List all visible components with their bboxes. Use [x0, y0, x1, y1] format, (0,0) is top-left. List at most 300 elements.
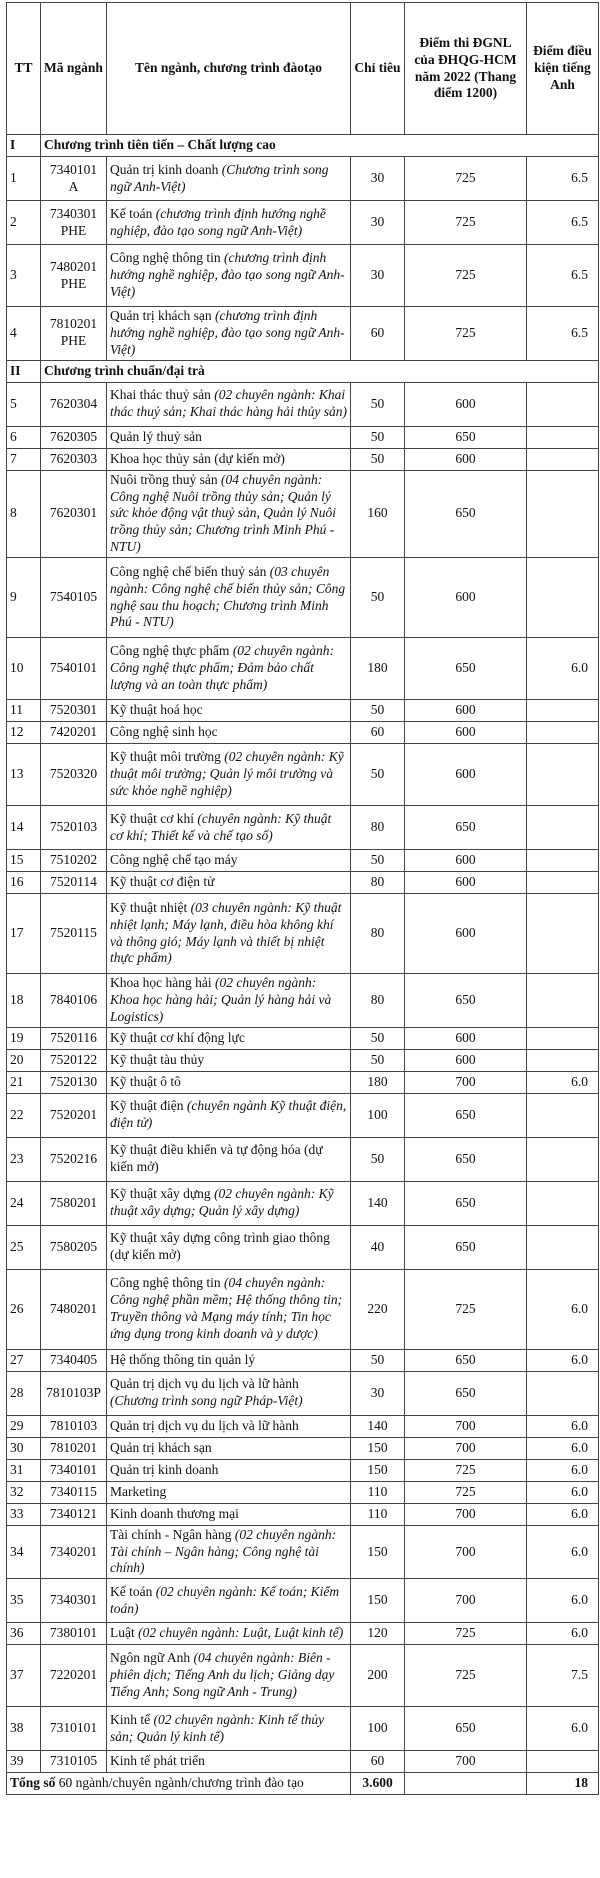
row-number: 4: [7, 307, 41, 361]
program-title: Luật: [110, 1625, 135, 1641]
program-title: Kinh tế phát triển: [110, 1753, 205, 1769]
english-requirement: [527, 1225, 599, 1269]
english-requirement: [527, 382, 599, 426]
score-value: 725: [405, 307, 527, 361]
row-number: 39: [7, 1751, 41, 1773]
english-requirement: [527, 894, 599, 974]
program-note: (02 chuyên ngành: Khoa học hàng hải; Quản lý hàng hải và Logistics): [110, 975, 332, 1024]
table-row: [7, 470, 599, 557]
total-quota: 3.600: [351, 1773, 405, 1795]
program-code: 7340201: [41, 1525, 107, 1579]
program-title: Kỹ thuật cơ khí động lực: [110, 1029, 245, 1045]
program-code: 7340121: [41, 1503, 107, 1525]
section-number: II: [7, 360, 41, 382]
program-code: 7520320: [41, 744, 107, 806]
program-note: (Chương trình song ngữ Pháp-Việt): [110, 1393, 303, 1409]
program-code: 7340101: [41, 1459, 107, 1481]
english-requirement: [527, 1181, 599, 1225]
english-requirement: 6.5: [527, 157, 599, 201]
program-name: [107, 1071, 351, 1093]
program-title: Quản trị dịch vụ du lịch và lữ hành: [110, 1417, 299, 1433]
program-title: Kỹ thuật xây dựng công trình giao thông (dự kiến mở): [110, 1230, 330, 1263]
quota-value: 30: [351, 245, 405, 307]
program-code: 7520115: [41, 894, 107, 974]
quota-value: 100: [351, 1093, 405, 1137]
english-requirement: 6.0: [527, 1503, 599, 1525]
program-code: 7810201: [41, 1437, 107, 1459]
english-requirement: [527, 700, 599, 722]
program-note: (02 chuyên ngành: Luật, Luật kinh tế): [134, 1625, 344, 1641]
quota-value: 60: [351, 307, 405, 361]
program-name: [107, 1181, 351, 1225]
quota-value: 60: [351, 1751, 405, 1773]
program-code: 7520114: [41, 872, 107, 894]
table-row: [7, 1481, 599, 1503]
program-name: [107, 974, 351, 1028]
quota-value: 30: [351, 1371, 405, 1415]
score-value: 725: [405, 1645, 527, 1707]
program-title: Kỹ thuật điều khiển và tự động hóa (dự kiến mở): [110, 1142, 323, 1175]
table-row: [7, 448, 599, 470]
quota-value: 140: [351, 1181, 405, 1225]
program-name: [107, 806, 351, 850]
program-title: Kỹ thuật cơ điện tử: [110, 874, 215, 890]
table-row: [7, 850, 599, 872]
program-code: 7520201: [41, 1093, 107, 1137]
table-row: [7, 744, 599, 806]
table-row: [7, 1623, 599, 1645]
program-code: 7340301 PHE: [41, 201, 107, 245]
english-requirement: [527, 1093, 599, 1137]
quota-value: 110: [351, 1481, 405, 1503]
english-requirement: [527, 744, 599, 806]
score-value: 650: [405, 1349, 527, 1371]
table-row: [7, 1525, 599, 1579]
table-row: [7, 1181, 599, 1225]
score-value: 700: [405, 1503, 527, 1525]
english-requirement: 6.0: [527, 1437, 599, 1459]
table-row: [7, 974, 599, 1028]
program-code: 7480201: [41, 1269, 107, 1349]
program-title: Công nghệ thông tin: [110, 1275, 221, 1291]
program-note: (02 chuyên ngành: Khai thác thuỷ sản; Khai thác hàng hải thủy sản): [110, 387, 347, 420]
table-row: [7, 806, 599, 850]
program-title: Quản trị khách sạn: [110, 308, 212, 323]
quota-value: 150: [351, 1437, 405, 1459]
english-requirement: 6.0: [527, 1707, 599, 1751]
program-note: (chuyên ngành Kỹ thuật điện, điện tử): [110, 1098, 347, 1131]
row-number: 37: [7, 1645, 41, 1707]
quota-value: 150: [351, 1459, 405, 1481]
program-name: [107, 1093, 351, 1137]
total-label-rest: 60 ngành/chuyên ngành/chương trình đào tạo: [55, 1775, 304, 1791]
row-number: 12: [7, 722, 41, 744]
header-score: Điểm thi ĐGNL của ĐHQG-HCM năm 2022 (Thang điểm 1200): [405, 3, 527, 135]
program-code: 7520130: [41, 1071, 107, 1093]
program-code: 7810201 PHE: [41, 307, 107, 361]
program-code: 7340405: [41, 1349, 107, 1371]
program-title: Kinh tế: [110, 1711, 151, 1727]
table-row: [7, 1579, 599, 1623]
total-english: 18: [527, 1773, 599, 1795]
program-code: 7620301: [41, 470, 107, 557]
table-row: [7, 1503, 599, 1525]
row-number: 33: [7, 1503, 41, 1525]
row-number: 36: [7, 1623, 41, 1645]
program-name: [107, 744, 351, 806]
program-title: Công nghệ thực phẩm: [110, 643, 230, 659]
program-title: Quản trị dịch vụ du lịch và lữ hành: [110, 1376, 299, 1392]
program-code: 7520122: [41, 1049, 107, 1071]
total-label-bold: Tổng số: [10, 1775, 56, 1791]
program-title: Nuôi trồng thuỷ sản: [110, 471, 218, 487]
program-name: [107, 1579, 351, 1623]
program-name: [107, 722, 351, 744]
program-code: 7810103: [41, 1415, 107, 1437]
row-number: 15: [7, 850, 41, 872]
section-row: [7, 135, 599, 157]
table-row: [7, 1371, 599, 1415]
program-code: 7620305: [41, 426, 107, 448]
program-note: (03 chuyên ngành: Công nghệ chế biến thủy sản; Công nghệ sau thu hoạch; Chương trình Minh Phú - NTU): [110, 563, 346, 630]
english-requirement: 6.0: [527, 1525, 599, 1579]
program-name: [107, 1415, 351, 1437]
table-row: [7, 1645, 599, 1707]
english-requirement: [527, 448, 599, 470]
program-name: [107, 157, 351, 201]
english-requirement: [527, 1027, 599, 1049]
quota-value: 50: [351, 744, 405, 806]
english-requirement: 6.0: [527, 1349, 599, 1371]
program-name: [107, 201, 351, 245]
quota-value: 80: [351, 974, 405, 1028]
program-code: 7340101 A: [41, 157, 107, 201]
program-code: 7620303: [41, 448, 107, 470]
quota-value: 50: [351, 448, 405, 470]
table-row: [7, 201, 599, 245]
row-number: 23: [7, 1137, 41, 1181]
table-row: [7, 307, 599, 361]
program-note: (02 chuyên ngành: Kinh tế thủy sản; Quản lý kinh tế): [110, 1711, 325, 1744]
program-name: [107, 1027, 351, 1049]
table-row: [7, 872, 599, 894]
quota-value: 80: [351, 872, 405, 894]
program-name: [107, 1049, 351, 1071]
program-note: (02 chuyên ngành: Kỹ thuật môi trường; Quản lý môi trường và sức khỏe nghề nghiệp): [110, 749, 344, 798]
section-title: Chương trình tiên tiến – Chất lượng cao: [41, 135, 599, 157]
program-title: Kế toán: [110, 1583, 153, 1599]
score-value: 700: [405, 1525, 527, 1579]
row-number: 29: [7, 1415, 41, 1437]
program-title: Kinh doanh thương mại: [110, 1505, 239, 1521]
english-requirement: 6.5: [527, 245, 599, 307]
program-title: Khoa học hàng hải: [110, 975, 212, 990]
score-value: 600: [405, 1049, 527, 1071]
table-row: [7, 1137, 599, 1181]
quota-value: 160: [351, 470, 405, 557]
program-name: [107, 1349, 351, 1371]
row-number: 2: [7, 201, 41, 245]
table-row: [7, 558, 599, 638]
program-code: 7810103P: [41, 1371, 107, 1415]
score-value: 700: [405, 1071, 527, 1093]
row-number: 17: [7, 894, 41, 974]
program-title: Hệ thống thông tin quản lý: [110, 1351, 256, 1367]
row-number: 25: [7, 1225, 41, 1269]
program-title: Quản trị kinh doanh: [110, 1461, 219, 1477]
total-label: [7, 1773, 351, 1795]
score-value: 600: [405, 894, 527, 974]
table-row: [7, 700, 599, 722]
row-number: 3: [7, 245, 41, 307]
row-number: 10: [7, 638, 41, 700]
score-value: 725: [405, 1623, 527, 1645]
row-number: 28: [7, 1371, 41, 1415]
english-requirement: 6.0: [527, 1459, 599, 1481]
table-row: [7, 426, 599, 448]
row-number: 32: [7, 1481, 41, 1503]
english-requirement: [527, 974, 599, 1028]
quota-value: 140: [351, 1415, 405, 1437]
program-note: (04 chuyên ngành: Biên - phiên dịch; Tiếng Anh du lịch; Giảng dạy Tiếng Anh; Song ngữ Anh - Trung): [110, 1650, 335, 1700]
program-name: [107, 1707, 351, 1751]
english-requirement: [527, 1751, 599, 1773]
program-note: (04 chuyên ngành: Công nghệ Nuôi trồng thủy sản; Quản lý sức khỏe động vật thuỷ sản, Quản lý Nuôi trồng thủy sản; Chương trình Minh Phú - NTU): [110, 471, 336, 555]
quota-value: 180: [351, 638, 405, 700]
row-number: 21: [7, 1071, 41, 1093]
english-requirement: 6.0: [527, 1071, 599, 1093]
quota-value: 40: [351, 1225, 405, 1269]
row-number: 31: [7, 1459, 41, 1481]
program-title: Tài chính - Ngân hàng: [110, 1526, 232, 1542]
row-number: 27: [7, 1349, 41, 1371]
row-number: 18: [7, 974, 41, 1028]
program-note: (chương trình định hướng nghề nghiệp, đào tạo song ngữ Anh-Việt): [110, 205, 326, 238]
program-name: [107, 700, 351, 722]
program-title: Khai thác thuỷ sản: [110, 387, 211, 403]
table-row: [7, 1751, 599, 1773]
program-note: (chương trình định hướng nghề nghiệp, đào tạo song ngữ Anh-Việt): [110, 250, 345, 299]
header-code: Mã ngành: [41, 3, 107, 135]
program-name: [107, 638, 351, 700]
total-score-empty: [405, 1773, 527, 1795]
table-body: [7, 135, 599, 1795]
score-value: 600: [405, 850, 527, 872]
table-row: [7, 1027, 599, 1049]
quota-value: 50: [351, 700, 405, 722]
score-value: 650: [405, 470, 527, 557]
total-row: [7, 1773, 599, 1795]
program-code: 7620304: [41, 382, 107, 426]
row-number: 34: [7, 1525, 41, 1579]
header-quota: Chỉ tiêu: [351, 3, 405, 135]
table-row: [7, 1437, 599, 1459]
score-value: 650: [405, 1093, 527, 1137]
row-number: 35: [7, 1579, 41, 1623]
program-code: 7480201 PHE: [41, 245, 107, 307]
english-requirement: [527, 722, 599, 744]
english-requirement: 6.0: [527, 1623, 599, 1645]
english-requirement: [527, 1137, 599, 1181]
english-requirement: 6.5: [527, 307, 599, 361]
program-code: 7510202: [41, 850, 107, 872]
english-requirement: 6.0: [527, 1415, 599, 1437]
program-name: [107, 470, 351, 557]
program-name: [107, 382, 351, 426]
program-name: [107, 448, 351, 470]
quota-value: 50: [351, 1027, 405, 1049]
program-name: [107, 426, 351, 448]
english-requirement: 6.5: [527, 201, 599, 245]
row-number: 6: [7, 426, 41, 448]
score-value: 725: [405, 157, 527, 201]
row-number: 16: [7, 872, 41, 894]
score-value: 600: [405, 1027, 527, 1049]
table-row: [7, 722, 599, 744]
quota-value: 50: [351, 1049, 405, 1071]
quota-value: 50: [351, 850, 405, 872]
score-value: 725: [405, 1481, 527, 1503]
row-number: 8: [7, 470, 41, 557]
program-name: [107, 1503, 351, 1525]
score-value: 600: [405, 744, 527, 806]
program-code: 7220201: [41, 1645, 107, 1707]
header-tt: TT: [7, 3, 41, 135]
program-note: (chương trình định hướng nghề nghiệp, đào tạo song ngữ Anh-Việt): [110, 308, 345, 357]
quota-value: 200: [351, 1645, 405, 1707]
quota-value: 50: [351, 1137, 405, 1181]
program-name: [107, 1481, 351, 1503]
score-value: 650: [405, 1137, 527, 1181]
score-value: 650: [405, 974, 527, 1028]
quota-value: 220: [351, 1269, 405, 1349]
program-title: Công nghệ sinh học: [110, 724, 218, 740]
score-value: 600: [405, 700, 527, 722]
program-code: 7580201: [41, 1181, 107, 1225]
quota-value: 30: [351, 157, 405, 201]
section-row: [7, 360, 599, 382]
program-name: [107, 850, 351, 872]
english-requirement: 6.0: [527, 1481, 599, 1503]
english-requirement: [527, 1371, 599, 1415]
row-number: 9: [7, 558, 41, 638]
program-title: Công nghệ chế biến thuỷ sản: [110, 563, 267, 579]
score-value: 650: [405, 806, 527, 850]
section-title: Chương trình chuẩn/đại trà: [41, 360, 599, 382]
program-name: [107, 1525, 351, 1579]
score-value: 600: [405, 382, 527, 426]
admission-table: [6, 2, 599, 1795]
program-code: 7310101: [41, 1707, 107, 1751]
section-number: I: [7, 135, 41, 157]
row-number: 5: [7, 382, 41, 426]
english-requirement: [527, 850, 599, 872]
quota-value: 50: [351, 558, 405, 638]
program-title: Công nghệ chế tạo máy: [110, 852, 238, 868]
row-number: 19: [7, 1027, 41, 1049]
table-row: [7, 1049, 599, 1071]
program-code: 7520301: [41, 700, 107, 722]
table-row: [7, 157, 599, 201]
program-title: Quản trị kinh doanh: [110, 161, 219, 177]
table-row: [7, 894, 599, 974]
program-name: [107, 894, 351, 974]
table-row: [7, 1225, 599, 1269]
program-title: Kỹ thuật xây dựng: [110, 1186, 211, 1202]
score-value: 725: [405, 1269, 527, 1349]
program-title: Quản lý thuỷ sản: [110, 428, 202, 444]
program-code: 7520216: [41, 1137, 107, 1181]
row-number: 7: [7, 448, 41, 470]
program-name: [107, 1225, 351, 1269]
program-title: Kỹ thuật tàu thủy: [110, 1051, 205, 1067]
row-number: 20: [7, 1049, 41, 1071]
score-value: 725: [405, 245, 527, 307]
english-requirement: 7.5: [527, 1645, 599, 1707]
score-value: 650: [405, 638, 527, 700]
program-code: 7840106: [41, 974, 107, 1028]
program-name: [107, 872, 351, 894]
program-title: Kỹ thuật hoá học: [110, 702, 203, 718]
row-number: 13: [7, 744, 41, 806]
english-requirement: 6.0: [527, 638, 599, 700]
program-code: 7540105: [41, 558, 107, 638]
program-name: [107, 1371, 351, 1415]
program-title: Ngôn ngữ Anh: [110, 1650, 191, 1666]
english-requirement: [527, 872, 599, 894]
score-value: 650: [405, 1371, 527, 1415]
program-title: Quản trị khách sạn: [110, 1439, 212, 1455]
score-value: 600: [405, 558, 527, 638]
quota-value: 80: [351, 894, 405, 974]
english-requirement: 6.0: [527, 1269, 599, 1349]
program-name: [107, 1137, 351, 1181]
score-value: 725: [405, 201, 527, 245]
table-row: [7, 1707, 599, 1751]
header-english: Điểm điều kiện tiếng Anh: [527, 3, 599, 135]
program-note: (Chương trình song ngữ Anh-Việt): [110, 161, 329, 194]
program-note: (02 chuyên ngành: Kế toán; Kiểm toán): [110, 1583, 340, 1616]
program-note: (04 chuyên ngành: Công nghệ phần mềm; Hệ thống thông tin; Truyền thông và Mạng máy tính; Tin học ứng dụng trong kinh doanh và y dược): [110, 1275, 343, 1341]
program-name: [107, 1751, 351, 1773]
score-value: 650: [405, 1225, 527, 1269]
table-row: [7, 382, 599, 426]
score-value: 600: [405, 872, 527, 894]
table-row: [7, 1093, 599, 1137]
program-code: 7340301: [41, 1579, 107, 1623]
program-code: 7420201: [41, 722, 107, 744]
program-name: [107, 245, 351, 307]
row-number: 26: [7, 1269, 41, 1349]
program-code: 7520103: [41, 806, 107, 850]
program-title: Kế toán: [110, 205, 153, 221]
program-title: Kỹ thuật nhiệt: [110, 899, 188, 915]
quota-value: 50: [351, 382, 405, 426]
score-value: 700: [405, 1751, 527, 1773]
table-row: [7, 1269, 599, 1349]
program-title: Kỹ thuật môi trường: [110, 749, 221, 765]
program-note: (03 chuyên ngành: Kỹ thuật nhiệt lạnh; Máy lạnh, điều hòa không khí và thông gió; Máy lạnh và thiết bị nhiệt thực phẩm): [110, 899, 342, 966]
quota-value: 110: [351, 1503, 405, 1525]
english-requirement: [527, 1049, 599, 1071]
row-number: 11: [7, 700, 41, 722]
score-value: 650: [405, 1181, 527, 1225]
quota-value: 50: [351, 426, 405, 448]
row-number: 1: [7, 157, 41, 201]
quota-value: 150: [351, 1579, 405, 1623]
program-title: Công nghệ thông tin: [110, 250, 221, 266]
program-title: Kỹ thuật ô tô: [110, 1073, 181, 1089]
